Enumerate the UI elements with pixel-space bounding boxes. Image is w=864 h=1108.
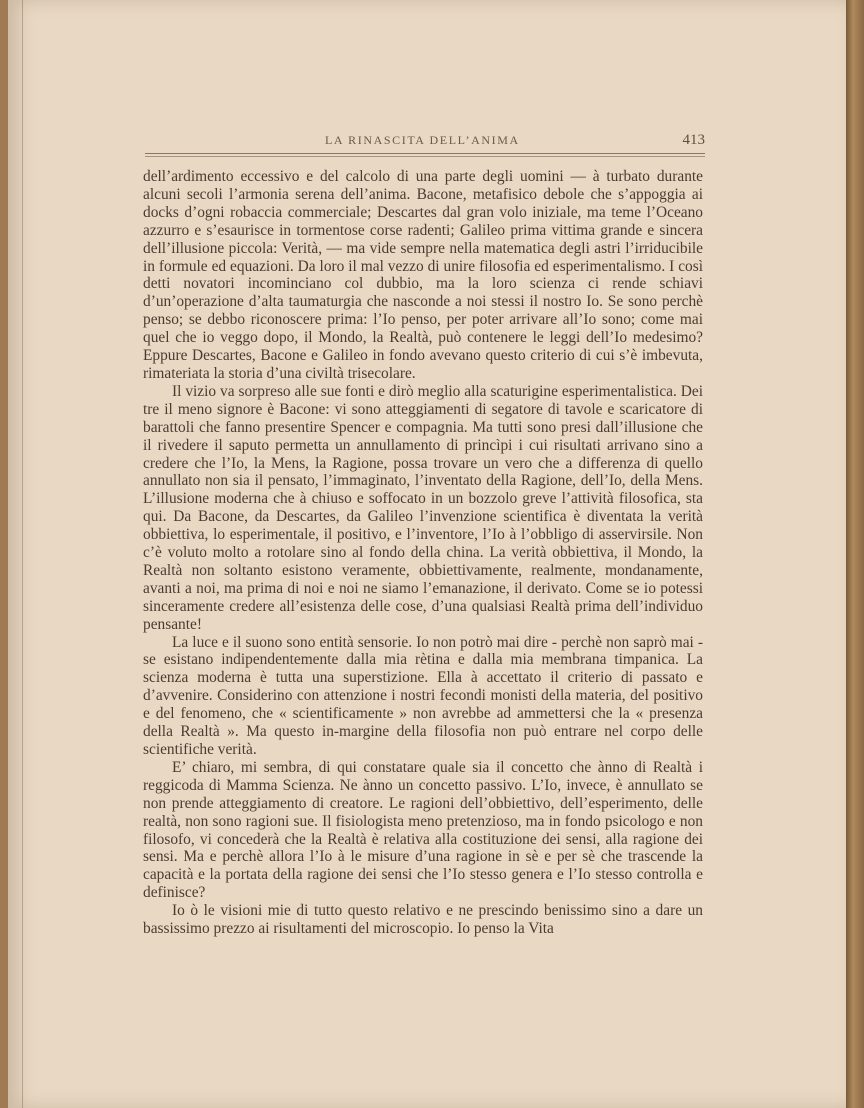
paragraph: La luce e il suono sono entità sensorie. Io non potrò mai dire - perchè non saprò mai - se esistano indipendentemente dalla mia rètina e dalla mia membrana timpanica. La scienza moderna è tutta una superstizione. Ella à accettato il criterio di passato e d’avvenire. Considerino con attenzione i nostri fecondi monisti della materia, del positivo e del fenomeno, che « scientificamente » non avrebbe ad ammettersi che la « presenza della Realtà ». Ma questo in-margine della filosofia non può entrare nel corpo delle scientifiche verità. xyxy=(143,633,703,758)
page-number: 413 xyxy=(682,132,705,148)
running-header xyxy=(145,132,705,152)
page-edge xyxy=(846,0,864,1108)
paragraph: Io ò le visioni mie di tutto questo relativo e ne prescindo benissimo sino a dare un bassissimo prezzo ai risultamenti del microscopio. Io penso la Vita xyxy=(143,902,703,938)
paragraph: dell’ardimento eccessivo e del calcolo di una parte degli uomini — à turbato durante alcuni secoli l’armonia serena dell’anima. Bacone, metafisico debole che s’appoggia ai docks d’ogni robaccia commerciale; Descartes dal gran volo iniziale, ma teme l’Oceano azzurro e s’esaurisce in tormentose corse radenti; Galileo prima vittima grande e sincera dell’illusione piccola: Verità, — ma vide sempre nella matematica degli astri l’irriducibile in formule ed equazioni. Da loro il mal vezzo di unire filosofia ed esperimentalismo. I così detti novatori incominciano col dubbio, ma la loro scienza ci rende schiavi d’un’operazione d’alta taumaturgia che nasconde a noi stessi il nostro Io. Se sono perchè penso; se debbo riconoscere prima: l’Io penso, per poter arrivare all’Io sono; come mai quel che io veggo dopo, il Mondo, la Realtà, può contenere le leggi dell’Io medesimo? Eppure Descartes, Bacone e Galileo in fondo avevano questo criterio di cui s’è imbevuta, rimateriata la storia d’una civiltà trisecolare. xyxy=(143,168,703,382)
gutter-line xyxy=(22,0,23,1108)
header-rule-secondary xyxy=(145,156,705,157)
header-rule xyxy=(145,153,705,154)
paragraph: E’ chiaro, mi sembra, di qui constatare quale sia il concetto che ànno di Realtà i reggicoda di Mamma Scienza. Ne ànno un concetto passivo. L’Io, invece, è annullato se non prende atteggiamento di creatore. Le ragioni dell’obbiettivo, dell’esperimento, delle realtà, non sono ragioni sue. Il fisiologista meno pretenzioso, ma in fondo psicologo e non filosofo, vi concederà che la Realtà è relativa alla costituzione dei sensi, alla ragione dei sensi. Ma e perchè allora l’Io à le misure d’una ragione in sè e per sè che trascende la capacità e la portata della ragione dei sensi che l’Io stesso genera e l’Io stesso controlla e definisce? xyxy=(143,758,703,902)
body-text xyxy=(143,168,703,938)
paragraph: Il vizio va sorpreso alle sue fonti e dirò meglio alla scaturigine esperimentalistica. Dei tre il meno signore è Bacone: vi sono atteggiamenti di segatore di tavole e scaricatore di barattoli che fanno presentire Spencer e compagnia. Ma tutti sono presi dall’illusione che il rivedere il saputo permetta un annullamento di princìpi i cui risultati arrivano sino a credere che l’Io, la Mens, la Ragione, possa trovare un vero che a differenza di quello annullato non sia il pensato, l’immaginato, l’inventato della Ragione, dell’Io, della Mens. L’illusione moderna che à chiuso e soffocato in un bozzolo greve l’attività filosofica, sta qui. Da Bacone, da Descartes, da Galileo l’invenzione scientifica è diventata la verità obbiettiva, lo esperimentale, il positivo, e l’inventore, l’Io à l’obbligo di asservirsile. Non c’è voluto molto a rotolare sino al fondo della china. La verità obbiettiva, il Mondo, la Realtà non soltanto esistono veramente, obbiettivamente, realmente, mondanamente, avanti a noi, ma prima di noi e noi ne siamo l’emanazione, il derivato. Come se io potessi sinceramente credere all’esistenza delle cose, d’una qualsiasi Realtà prima dell’individuo pensante! xyxy=(143,382,703,633)
running-title: LA RINASCITA DELL’ANIMA xyxy=(325,133,520,147)
